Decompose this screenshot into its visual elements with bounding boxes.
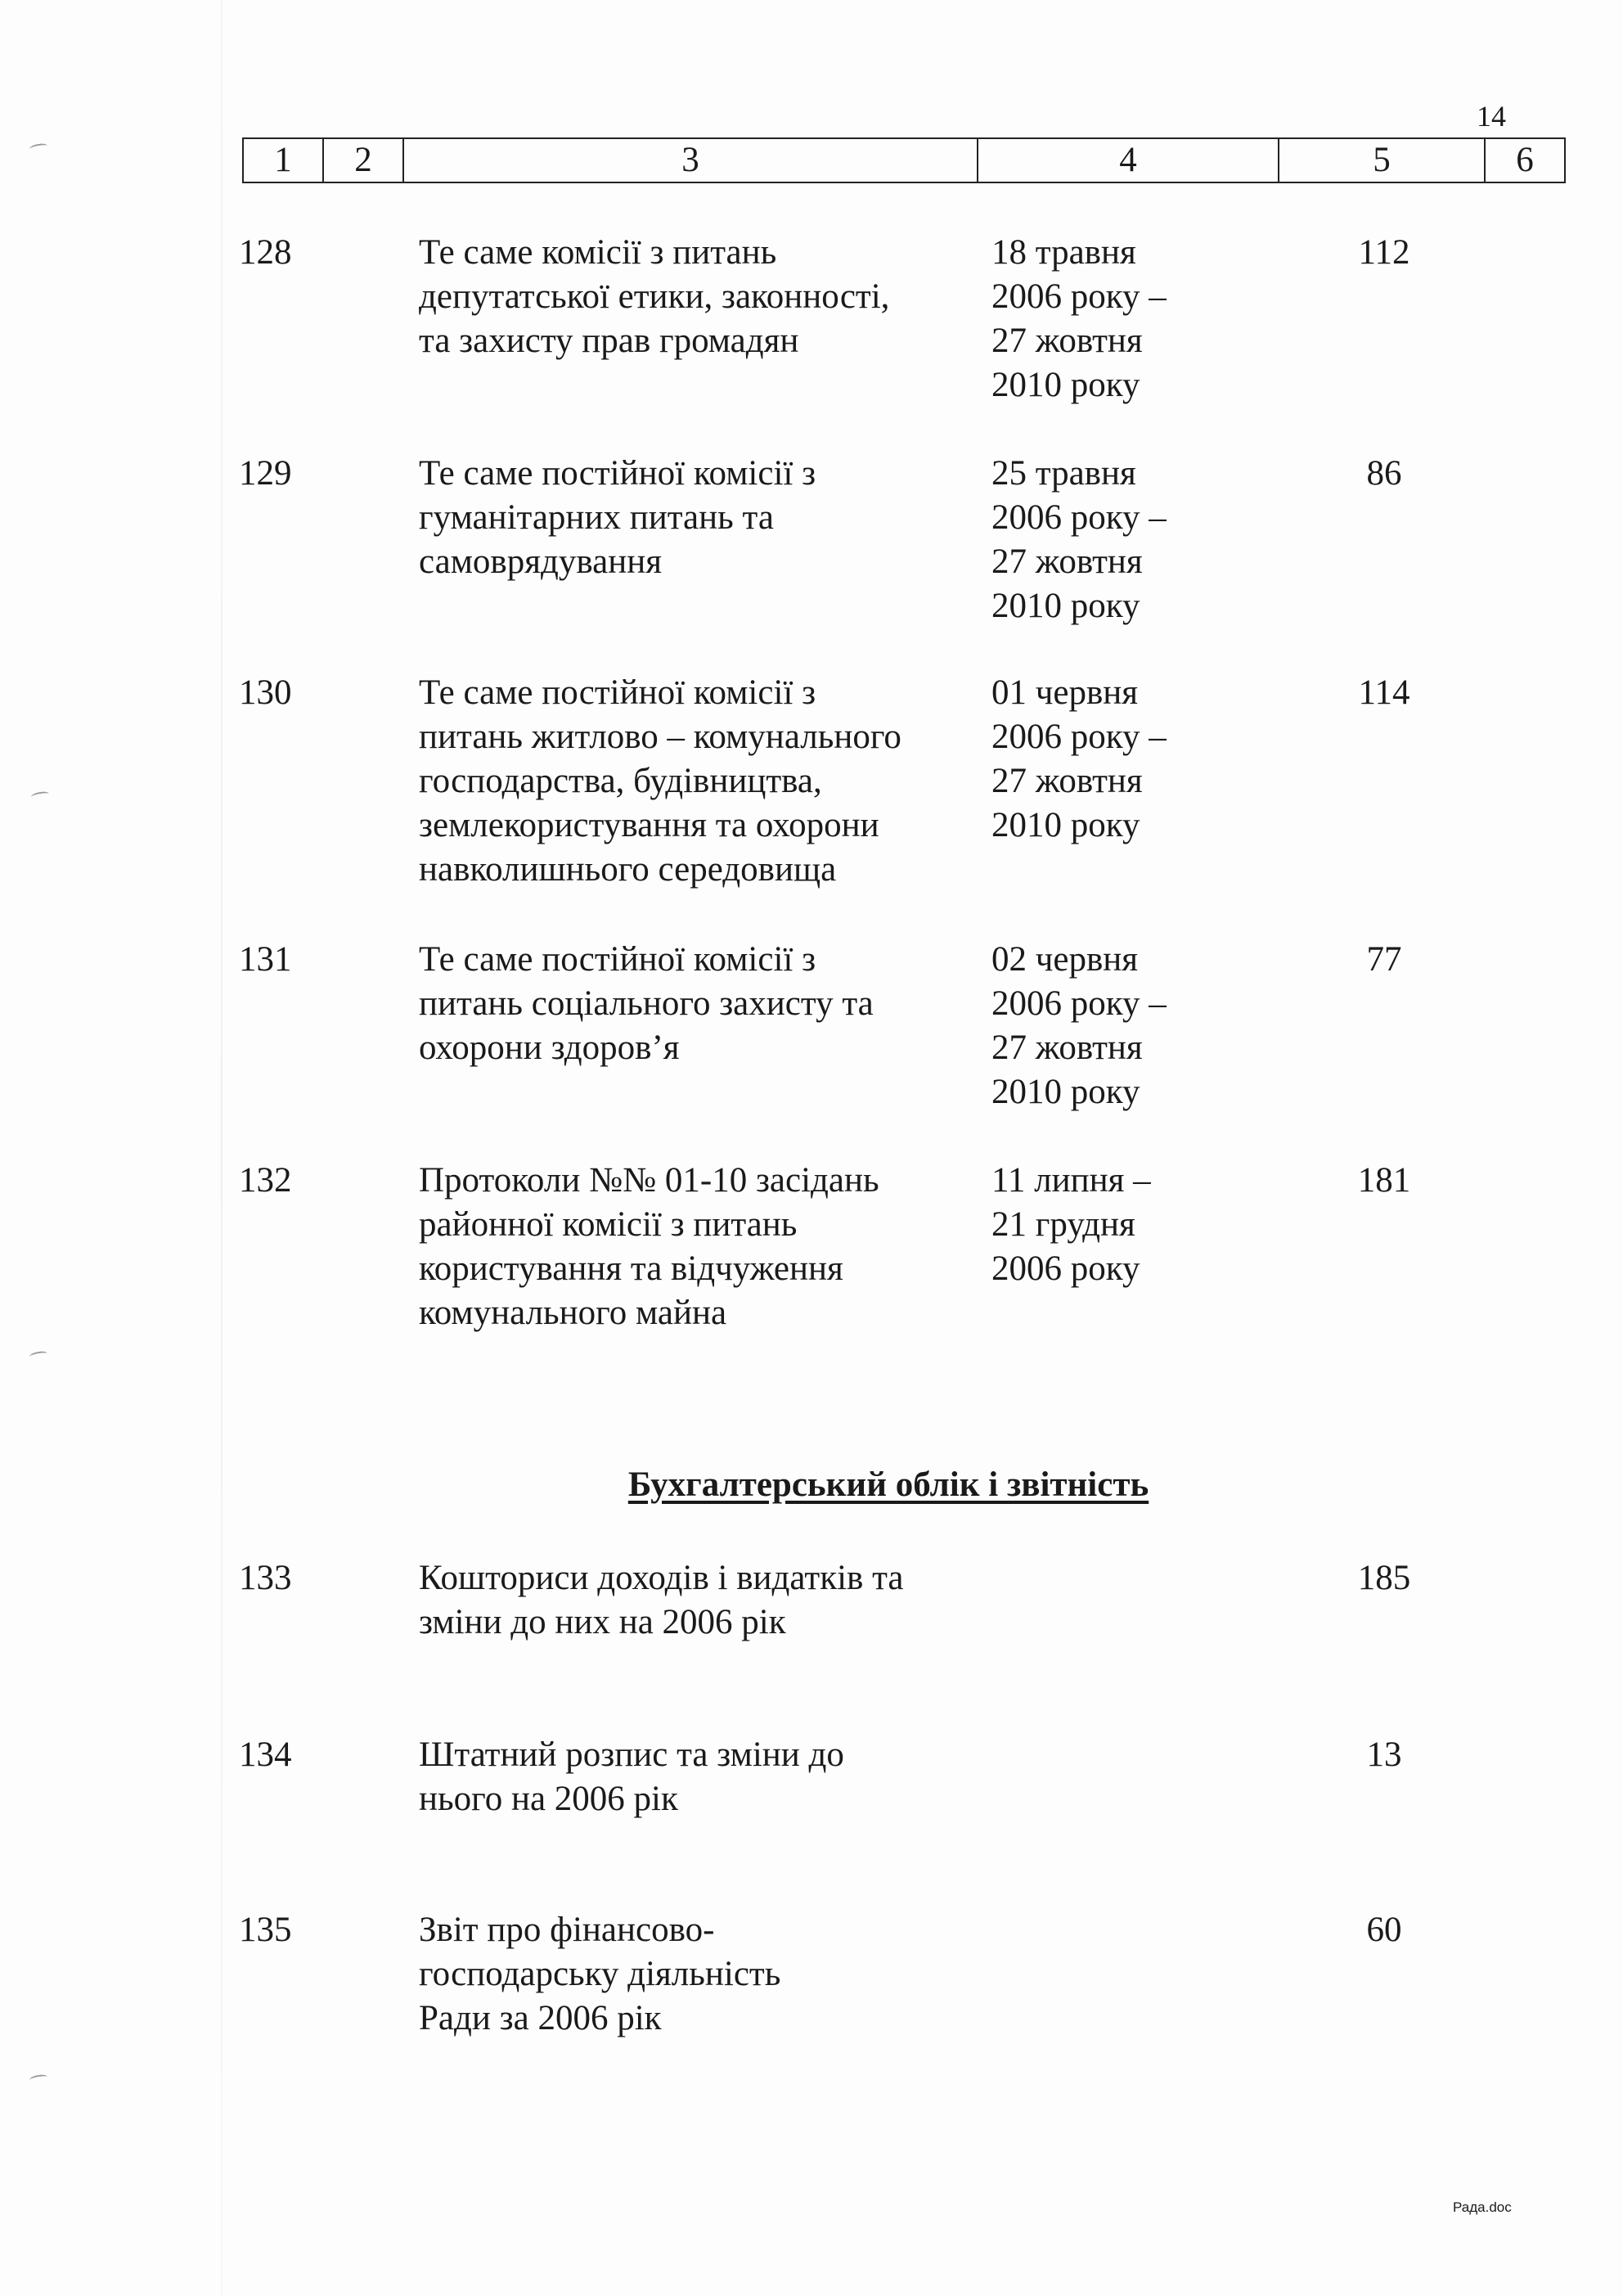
page-number: 14	[1477, 100, 1506, 133]
column-header-1: 1	[244, 139, 324, 182]
item-sheet-count: 114	[1358, 673, 1410, 712]
item-dates: 02 червня 2006 року – 27 жовтня 2010 року	[991, 940, 1167, 1111]
item-number: 131	[239, 940, 292, 979]
margin-mark	[29, 1350, 47, 1360]
item-title: Те саме постійної комісії з питань соціального захисту та охорони здоров’я	[419, 940, 874, 1067]
column-header-6: 6	[1516, 141, 1534, 179]
item-sheet-count: 181	[1357, 1161, 1411, 1200]
item-dates: 01 червня 2006 року – 27 жовтня 2010 року	[991, 673, 1167, 844]
footer-filename: Рада.doc	[1453, 2199, 1512, 2215]
item-title: Те саме постійної комісії з гуманітарних питань та самоврядування	[419, 454, 816, 581]
column-header-row	[242, 137, 1566, 183]
column-header-3: 3	[404, 139, 978, 182]
scan-edge-shadow	[221, 0, 223, 2296]
item-sheet-count: 13	[1366, 1736, 1402, 1774]
item-title: Кошториси доходів і видатків та зміни до них на 2006 рік	[419, 1559, 904, 1641]
item-dates: 25 травня 2006 року – 27 жовтня 2010 року	[991, 454, 1167, 625]
item-sheet-count: 86	[1366, 454, 1402, 493]
item-dates: 11 липня – 21 грудня 2006 року	[991, 1161, 1151, 1288]
column-header-2: 2	[324, 139, 404, 182]
item-sheet-count: 112	[1358, 233, 1410, 272]
item-dates: 18 травня 2006 року – 27 жовтня 2010 року	[991, 233, 1167, 404]
item-title: Те саме комісії з питань депутатської етики, законності, та захисту прав громадян	[419, 233, 890, 360]
item-title: Звіт про фінансово- господарську діяльність Ради за 2006 рік	[419, 1911, 781, 2037]
item-number: 135	[239, 1911, 292, 1949]
item-sheet-count: 77	[1366, 940, 1402, 979]
item-number: 128	[239, 233, 292, 272]
item-number: 133	[239, 1559, 292, 1597]
item-number: 132	[239, 1161, 292, 1200]
margin-mark	[29, 142, 47, 152]
item-sheet-count: 185	[1357, 1559, 1411, 1597]
margin-mark	[30, 790, 49, 800]
margin-mark	[29, 2073, 47, 2083]
item-number: 129	[239, 454, 292, 493]
item-title: Те саме постійної комісії з питань житлово – комунального господарства, будівництва, землекористування та охорони навколишнього середовища	[419, 673, 901, 889]
item-title: Протоколи №№ 01-10 засідань районної комісії з питань користування та відчуження комунального майна	[419, 1161, 879, 1332]
item-title: Штатний розпис та зміни до нього на 2006 рік	[419, 1736, 844, 1818]
section-heading: Бухгалтерський облік і звітність	[627, 1465, 1149, 1504]
item-sheet-count: 60	[1366, 1911, 1402, 1949]
item-number: 134	[239, 1736, 292, 1774]
item-number: 130	[239, 673, 292, 712]
column-header-5: 5	[1279, 139, 1486, 182]
column-header-4: 4	[978, 139, 1279, 182]
